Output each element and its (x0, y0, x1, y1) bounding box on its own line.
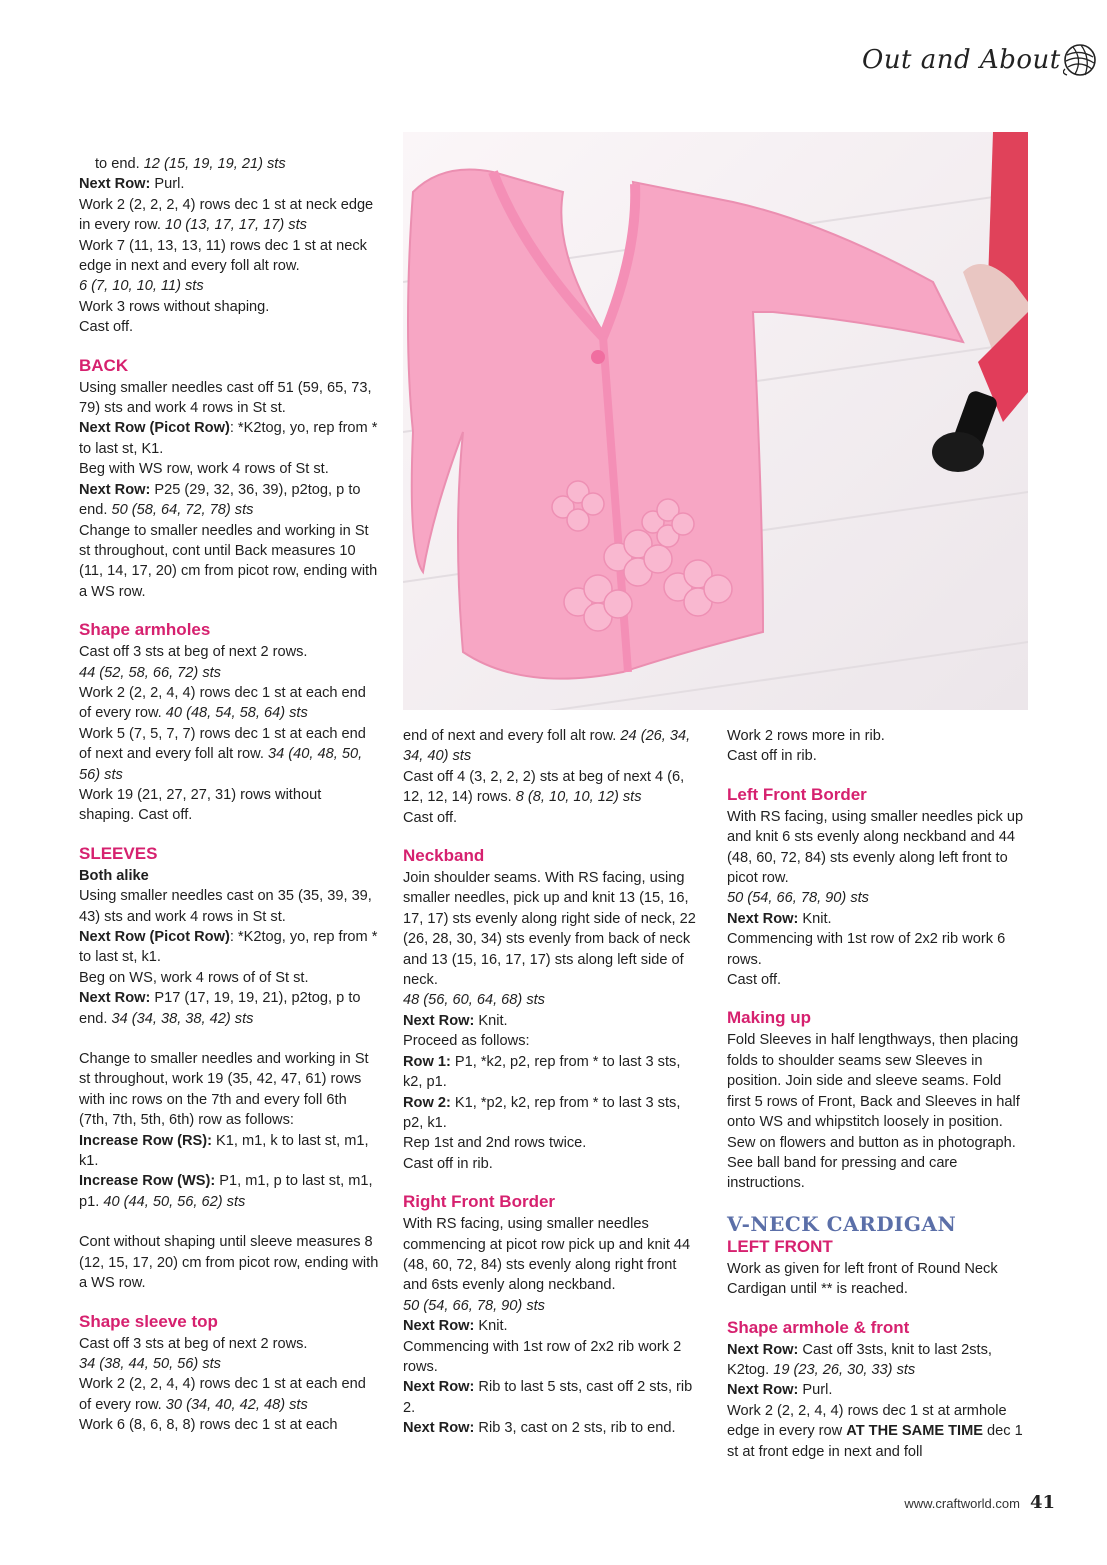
text-line: Join shoulder seams. With RS facing, using smaller needles, pick up and knit 13 (15, 16, 17, 17) sts evenly along right side of neck, 22 (26, 28, 30, 34) sts evenly from back of neck and 13 (15, 16, 17, 17) sts along left side of neck. 48 (56, 60, 64, 68) sts (403, 870, 696, 1009)
heading-shape-sleeve-top: Shape sleeve top (79, 1311, 218, 1331)
heading-sleeves: SLEEVES (79, 843, 158, 863)
text-line: Next Row: P17 (17, 19, 19, 21), p2tog, p to end. 34 (34, 38, 38, 42) sts (79, 990, 361, 1027)
text-line: Change to smaller needles and working in St st throughout, cont until Back measures 10 (11, 14, 17, 20) cm from picot row, ending with a WS row. (79, 522, 378, 600)
column-middle (403, 726, 703, 1439)
text-line: Next Row: Knit. (727, 910, 832, 927)
text-line: With RS facing, using smaller needles pick up and knit 6 sts evenly along neckband and 44 (48, 60, 72, 84) sts evenly along left front to picot row. 50 (54, 66, 78, 90) sts (727, 808, 1024, 907)
text-line: Increase Row (RS): K1, m1, k to last st, m1, k1. (79, 1132, 369, 1170)
text-line: Increase Row (WS): P1, m1, p to last st, m1, p1. 40 (44, 50, 56, 62) sts (79, 1173, 373, 1210)
page-number: 41 (1029, 1492, 1055, 1513)
text-line: Next Row: Rib 3, cast on 2 sts, rib to end. (403, 1420, 676, 1437)
text-line: Work 3 rows without shaping. (79, 298, 270, 315)
subheading-both-alike: Both alike (79, 867, 149, 884)
text-line: Work 5 (7, 5, 7, 7) rows dec 1 st at each end of next and every foll alt row. 34 (40, 48, 50, 56) sts (79, 725, 366, 783)
yarn-ball-icon (1063, 43, 1097, 77)
text-line: Next Row: P25 (29, 32, 36, 39), p2tog, p to end. 50 (58, 64, 72, 78) sts (79, 481, 361, 519)
text-line: Cast off in rib. (727, 748, 817, 765)
text-line: Next Row: Cast off 3sts, knit to last 2sts, K2tog. 19 (23, 26, 30, 33) sts (727, 1341, 992, 1378)
text-line: Fold Sleeves in half lengthways, then placing folds to shoulder seams sew Sleeves in position. Join side and sleeve seams. Fold first 5 rows of Front, Back and Sleeves in half onto WS and whipstitch loosely in position. Sew on flowers and button as in photograph. See ball band for pressing and care instructions. (727, 1032, 1020, 1192)
title-v-neck-cardigan: V-NECK CARDIGAN (727, 1211, 957, 1236)
column-left (79, 154, 379, 1436)
text-line: Using smaller needles cast off 51 (59, 65, 73, 79) sts and work 4 rows in St st. (79, 379, 372, 417)
text-line: With RS facing, using smaller needles commencing at picot row pick up and knit 44 (48, 60, 72, 84) sts evenly along right front and 6sts evenly along neckband. 50 (54, 66, 78, 90) sts (403, 1216, 691, 1314)
text-line: Row 2: K1, *p2, k2, rep from * to last 3 sts, p2, k1. (403, 1094, 681, 1131)
text-line: Next Row: Knit. (403, 1012, 508, 1029)
text-line: Next Row: Knit. (403, 1318, 508, 1335)
text-line: Next Row: Purl. (79, 176, 185, 193)
text-line: Next Row: Purl. (727, 1382, 833, 1399)
section-title: Out and About (862, 45, 1061, 75)
text-line: Cast off 3 sts at beg of next 2 rows. 44 (52, 58, 66, 72) sts (79, 644, 308, 681)
section-header (862, 36, 1097, 84)
text-line: Work 7 (11, 13, 13, 11) rows dec 1 st at neck edge in next and every foll alt row. 6 (7, 10, 10, 11) sts (79, 237, 367, 295)
text-line: Cont without shaping until sleeve measures 8 (12, 15, 17, 20) cm from picot row, ending with a WS row. (79, 1234, 379, 1292)
text-line: Cast off. (79, 319, 134, 336)
heading-shape-armholes: Shape armholes (79, 620, 211, 640)
text-line: Beg with WS row, work 4 rows of St st. (79, 461, 329, 478)
text-line: Commencing with 1st row of 2x2 rib work 2 rows. (403, 1338, 682, 1375)
text-line: Row 1: P1, *k2, p2, rep from * to last 3 sts, k2, p1. (403, 1053, 681, 1091)
text-line: Work 19 (21, 27, 27, 31) rows without shaping. Cast off. (79, 786, 322, 824)
text-line: Cast off 4 (3, 2, 2, 2) sts at beg of next 4 (6, 12, 12, 14) rows. 8 (8, 10, 10, 12) sts (403, 768, 685, 806)
text-line: Beg on WS, work 4 rows of of St st. (79, 969, 309, 986)
text-line: Work 2 (2, 2, 4, 4) rows dec 1 st at armhole edge in every row AT THE SAME TIME dec 1 st at front edge in next and foll (727, 1402, 1023, 1460)
text-line: Work 2 (2, 2, 2, 4) rows dec 1 st at neck edge in every row. 10 (13, 17, 17, 17) sts (79, 196, 374, 234)
cardigan-photo (403, 132, 1028, 710)
heading-back: BACK (79, 355, 129, 375)
text-line: Rep 1st and 2nd rows twice. (403, 1135, 587, 1152)
heading-left-front-border: Left Front Border (727, 784, 867, 804)
heading-making-up: Making up (727, 1008, 812, 1028)
column-right (727, 726, 1027, 1462)
text-line: Work as given for left front of Round Neck Cardigan until ** is reached. (727, 1260, 998, 1298)
heading-left-front: LEFT FRONT (727, 1236, 833, 1256)
text-line: Cast off. (403, 809, 458, 826)
text-line: Cast off in rib. (403, 1155, 493, 1172)
text-line: Work 2 (2, 2, 4, 4) rows dec 1 st at each end of every row. 40 (48, 54, 58, 64) sts (79, 684, 366, 722)
text-line: Cast off 3 sts at beg of next 2 rows. 34 (38, 44, 50, 56) sts (79, 1335, 308, 1372)
text-line: Change to smaller needles and working in St st throughout, work 19 (35, 42, 47, 61) rows with inc rows on the 7th and every foll 6th (7th, 7th, 5th, 6th) row as follows: (79, 1051, 369, 1129)
footer-url: www.craftworld.com (904, 1496, 1020, 1511)
page-footer (904, 1492, 1055, 1513)
text-line: Using smaller needles cast on 35 (35, 39, 39, 43) sts and work 4 rows in St st. (79, 888, 372, 925)
cardigan-illustration (403, 132, 1028, 710)
text-line: end of next and every foll alt row. 24 (26, 34, 34, 40) sts (403, 728, 691, 765)
text-line: Proceed as follows: (403, 1033, 530, 1050)
text-line: Work 2 (2, 2, 4, 4) rows dec 1 st at each end of every row. 30 (34, 40, 42, 48) sts (79, 1376, 366, 1413)
text-line: Work 6 (8, 6, 8, 8) rows dec 1 st at each (79, 1417, 338, 1434)
text-line: Commencing with 1st row of 2x2 rib work 6 rows. (727, 931, 1006, 968)
text-line: Next Row (Picot Row): *K2tog, yo, rep from * to last st, K1. (79, 420, 378, 457)
heading-right-front-border: Right Front Border (403, 1192, 556, 1212)
text-line: Next Row: Rib to last 5 sts, cast off 2 sts, rib 2. (403, 1379, 693, 1416)
heading-neckband: Neckband (403, 846, 485, 866)
text-line: Work 2 rows more in rib. (727, 728, 885, 744)
heading-shape-armhole-front: Shape armhole & front (727, 1317, 910, 1337)
text-line: Next Row (Picot Row): *K2tog, yo, rep from * to last st, k1. (79, 929, 378, 966)
text-line: Cast off. (727, 972, 782, 989)
text-line: to end. 12 (15, 19, 19, 21) sts (95, 156, 286, 172)
